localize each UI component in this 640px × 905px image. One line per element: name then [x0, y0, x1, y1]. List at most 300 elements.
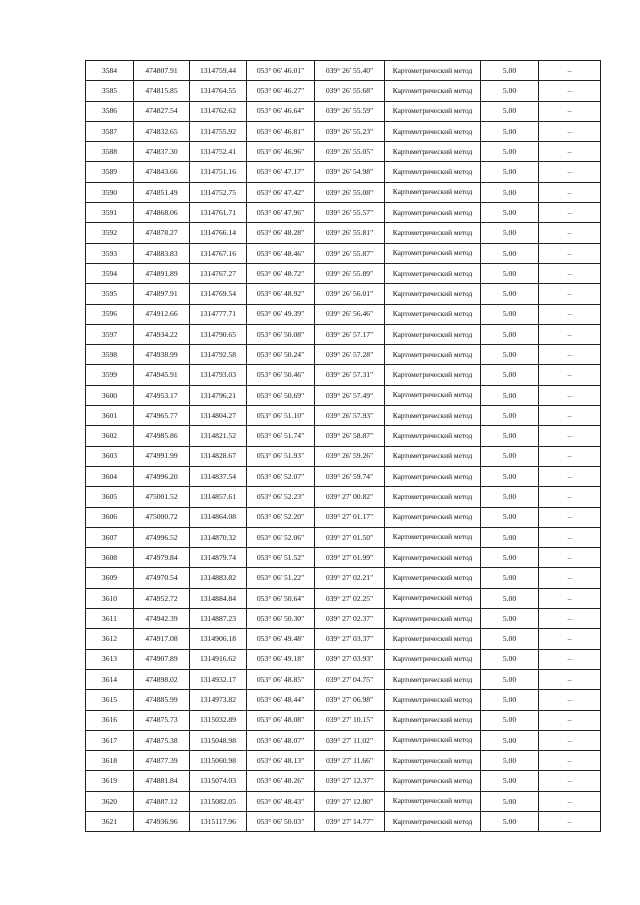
x-coordinate-cell: 474996.20 — [134, 466, 190, 486]
accuracy-cell: 5.00 — [481, 182, 539, 202]
accuracy-cell: 5.00 — [481, 426, 539, 446]
longitude-cell: 039° 26' 55.59" — [315, 101, 385, 121]
point-number-cell: 3611 — [86, 609, 134, 629]
latitude-cell: 053° 06' 51.74" — [247, 426, 315, 446]
method-cell: Картометрический метод — [385, 588, 481, 608]
table-row — [86, 365, 601, 385]
table-row — [86, 609, 601, 629]
table-row — [86, 263, 601, 283]
note-cell: – — [539, 669, 601, 689]
table-row — [86, 142, 601, 162]
longitude-cell: 039° 26' 59.74" — [315, 466, 385, 486]
method-cell: Картометрический метод — [385, 649, 481, 669]
note-cell: – — [539, 142, 601, 162]
y-coordinate-cell: 1314751.16 — [190, 162, 247, 182]
table-row — [86, 81, 601, 101]
y-coordinate-cell: 1315048.98 — [190, 730, 247, 750]
accuracy-cell: 5.00 — [481, 223, 539, 243]
y-coordinate-cell: 1314828.67 — [190, 446, 247, 466]
latitude-cell: 053° 06' 46.81" — [247, 121, 315, 141]
latitude-cell: 053° 06' 48.44" — [247, 690, 315, 710]
note-cell: – — [539, 304, 601, 324]
latitude-cell: 053° 06' 48.13" — [247, 751, 315, 771]
longitude-cell: 039° 27' 06.98" — [315, 690, 385, 710]
method-cell: Картометрический метод — [385, 406, 481, 426]
coordinates-table-body — [86, 61, 601, 832]
method-cell: Картометрический метод — [385, 284, 481, 304]
table-row — [86, 385, 601, 405]
y-coordinate-cell: 1314777.71 — [190, 304, 247, 324]
y-coordinate-cell: 1314870.32 — [190, 527, 247, 547]
y-coordinate-cell: 1314932.17 — [190, 669, 247, 689]
x-coordinate-cell: 474938.99 — [134, 345, 190, 365]
accuracy-cell: 5.00 — [481, 629, 539, 649]
point-number-cell: 3588 — [86, 142, 134, 162]
accuracy-cell: 5.00 — [481, 385, 539, 405]
method-cell: Картометрический метод — [385, 527, 481, 547]
method-cell: Картометрический метод — [385, 203, 481, 223]
point-number-cell: 3614 — [86, 669, 134, 689]
point-number-cell: 3605 — [86, 487, 134, 507]
longitude-cell: 039° 26' 57.17" — [315, 324, 385, 344]
accuracy-cell: 5.00 — [481, 61, 539, 81]
x-coordinate-cell: 474917.08 — [134, 629, 190, 649]
accuracy-cell: 5.00 — [481, 487, 539, 507]
y-coordinate-cell: 1314793.03 — [190, 365, 247, 385]
method-cell: Картометрический метод — [385, 548, 481, 568]
x-coordinate-cell: 474875.73 — [134, 710, 190, 730]
x-coordinate-cell: 474965.77 — [134, 406, 190, 426]
method-cell: Картометрический метод — [385, 121, 481, 141]
table-row — [86, 406, 601, 426]
x-coordinate-cell: 474934.22 — [134, 324, 190, 344]
accuracy-cell: 5.00 — [481, 142, 539, 162]
method-cell: Картометрический метод — [385, 730, 481, 750]
latitude-cell: 053° 06' 49.39" — [247, 304, 315, 324]
latitude-cell: 053° 06' 50.30" — [247, 609, 315, 629]
point-number-cell: 3616 — [86, 710, 134, 730]
x-coordinate-cell: 474936.96 — [134, 811, 190, 831]
method-cell: Картометрический метод — [385, 426, 481, 446]
table-row — [86, 690, 601, 710]
latitude-cell: 053° 06' 52.20" — [247, 507, 315, 527]
point-number-cell: 3607 — [86, 527, 134, 547]
note-cell: – — [539, 203, 601, 223]
method-cell: Картометрический метод — [385, 263, 481, 283]
longitude-cell: 039° 27' 02.37" — [315, 609, 385, 629]
latitude-cell: 053° 06' 48.85" — [247, 669, 315, 689]
method-cell: Картометрический метод — [385, 61, 481, 81]
method-cell: Картометрический метод — [385, 710, 481, 730]
x-coordinate-cell: 474897.91 — [134, 284, 190, 304]
accuracy-cell: 5.00 — [481, 446, 539, 466]
note-cell: – — [539, 507, 601, 527]
note-cell: – — [539, 690, 601, 710]
x-coordinate-cell: 474851.49 — [134, 182, 190, 202]
latitude-cell: 053° 06' 48.72" — [247, 263, 315, 283]
latitude-cell: 053° 06' 48.08" — [247, 710, 315, 730]
longitude-cell: 039° 26' 55.05" — [315, 142, 385, 162]
longitude-cell: 039° 27' 11.02" — [315, 730, 385, 750]
note-cell: – — [539, 385, 601, 405]
longitude-cell: 039° 26' 56.01" — [315, 284, 385, 304]
longitude-cell: 039° 27' 02.25" — [315, 588, 385, 608]
y-coordinate-cell: 1314762.62 — [190, 101, 247, 121]
note-cell: – — [539, 345, 601, 365]
y-coordinate-cell: 1314857.61 — [190, 487, 247, 507]
y-coordinate-cell: 1314804.27 — [190, 406, 247, 426]
x-coordinate-cell: 474832.65 — [134, 121, 190, 141]
note-cell: – — [539, 243, 601, 263]
point-number-cell: 3597 — [86, 324, 134, 344]
table-row — [86, 284, 601, 304]
accuracy-cell: 5.00 — [481, 324, 539, 344]
note-cell: – — [539, 446, 601, 466]
point-number-cell: 3620 — [86, 791, 134, 811]
x-coordinate-cell: 474881.84 — [134, 771, 190, 791]
point-number-cell: 3591 — [86, 203, 134, 223]
point-number-cell: 3592 — [86, 223, 134, 243]
point-number-cell: 3603 — [86, 446, 134, 466]
y-coordinate-cell: 1314752.75 — [190, 182, 247, 202]
y-coordinate-cell: 1314879.74 — [190, 548, 247, 568]
longitude-cell: 039° 26' 54.98" — [315, 162, 385, 182]
y-coordinate-cell: 1314790.65 — [190, 324, 247, 344]
accuracy-cell: 5.00 — [481, 690, 539, 710]
x-coordinate-cell: 474952.72 — [134, 588, 190, 608]
accuracy-cell: 5.00 — [481, 710, 539, 730]
point-number-cell: 3593 — [86, 243, 134, 263]
method-cell: Картометрический метод — [385, 609, 481, 629]
x-coordinate-cell: 474996.52 — [134, 527, 190, 547]
latitude-cell: 053° 06' 52.23" — [247, 487, 315, 507]
method-cell: Картометрический метод — [385, 669, 481, 689]
latitude-cell: 053° 06' 51.93" — [247, 446, 315, 466]
table-row — [86, 101, 601, 121]
y-coordinate-cell: 1314761.71 — [190, 203, 247, 223]
y-coordinate-cell: 1314767.16 — [190, 243, 247, 263]
point-number-cell: 3621 — [86, 811, 134, 831]
note-cell: – — [539, 61, 601, 81]
note-cell: – — [539, 466, 601, 486]
x-coordinate-cell: 474837.30 — [134, 142, 190, 162]
accuracy-cell: 5.00 — [481, 162, 539, 182]
note-cell: – — [539, 568, 601, 588]
longitude-cell: 039° 27' 03.37" — [315, 629, 385, 649]
table-row — [86, 751, 601, 771]
x-coordinate-cell: 474827.54 — [134, 101, 190, 121]
y-coordinate-cell: 1314916.62 — [190, 649, 247, 669]
point-number-cell: 3619 — [86, 771, 134, 791]
latitude-cell: 053° 06' 48.07" — [247, 730, 315, 750]
table-row — [86, 324, 601, 344]
longitude-cell: 039° 27' 03.93" — [315, 649, 385, 669]
table-row — [86, 426, 601, 446]
latitude-cell: 053° 06' 49.48" — [247, 629, 315, 649]
accuracy-cell: 5.00 — [481, 365, 539, 385]
note-cell: – — [539, 162, 601, 182]
latitude-cell: 053° 06' 46.27" — [247, 81, 315, 101]
table-row — [86, 466, 601, 486]
method-cell: Картометрический метод — [385, 101, 481, 121]
table-row — [86, 771, 601, 791]
accuracy-cell: 5.00 — [481, 548, 539, 568]
note-cell: – — [539, 406, 601, 426]
latitude-cell: 053° 06' 50.46" — [247, 365, 315, 385]
method-cell: Картометрический метод — [385, 507, 481, 527]
accuracy-cell: 5.00 — [481, 81, 539, 101]
point-number-cell: 3613 — [86, 649, 134, 669]
point-number-cell: 3594 — [86, 263, 134, 283]
longitude-cell: 039° 26' 55.57" — [315, 203, 385, 223]
longitude-cell: 039° 27' 11.66" — [315, 751, 385, 771]
method-cell: Картометрический метод — [385, 751, 481, 771]
longitude-cell: 039° 27' 12.80" — [315, 791, 385, 811]
accuracy-cell: 5.00 — [481, 568, 539, 588]
latitude-cell: 053° 06' 52.07" — [247, 466, 315, 486]
table-row — [86, 568, 601, 588]
accuracy-cell: 5.00 — [481, 203, 539, 223]
note-cell: – — [539, 223, 601, 243]
accuracy-cell: 5.00 — [481, 811, 539, 831]
x-coordinate-cell: 474877.39 — [134, 751, 190, 771]
method-cell: Картометрический метод — [385, 182, 481, 202]
latitude-cell: 053° 06' 49.18" — [247, 649, 315, 669]
method-cell: Картометрический метод — [385, 223, 481, 243]
accuracy-cell: 5.00 — [481, 243, 539, 263]
table-row — [86, 548, 601, 568]
point-number-cell: 3618 — [86, 751, 134, 771]
method-cell: Картометрический метод — [385, 365, 481, 385]
table-row — [86, 304, 601, 324]
table-row — [86, 588, 601, 608]
note-cell: – — [539, 426, 601, 446]
x-coordinate-cell: 474875.38 — [134, 730, 190, 750]
method-cell: Картометрический метод — [385, 568, 481, 588]
latitude-cell: 053° 06' 48.46" — [247, 243, 315, 263]
y-coordinate-cell: 1314973.82 — [190, 690, 247, 710]
note-cell: – — [539, 730, 601, 750]
longitude-cell: 039° 26' 57.49" — [315, 385, 385, 405]
point-number-cell: 3590 — [86, 182, 134, 202]
y-coordinate-cell: 1314759.44 — [190, 61, 247, 81]
longitude-cell: 039° 27' 14.77" — [315, 811, 385, 831]
latitude-cell: 053° 06' 51.52" — [247, 548, 315, 568]
note-cell: – — [539, 751, 601, 771]
x-coordinate-cell: 475001.52 — [134, 487, 190, 507]
note-cell: – — [539, 649, 601, 669]
table-row — [86, 527, 601, 547]
point-number-cell: 3598 — [86, 345, 134, 365]
x-coordinate-cell: 474991.99 — [134, 446, 190, 466]
note-cell: – — [539, 101, 601, 121]
y-coordinate-cell: 1314752.41 — [190, 142, 247, 162]
accuracy-cell: 5.00 — [481, 751, 539, 771]
latitude-cell: 053° 06' 52.06" — [247, 527, 315, 547]
latitude-cell: 053° 06' 48.92" — [247, 284, 315, 304]
x-coordinate-cell: 474887.12 — [134, 791, 190, 811]
note-cell: – — [539, 771, 601, 791]
longitude-cell: 039° 27' 01.50" — [315, 527, 385, 547]
point-number-cell: 3617 — [86, 730, 134, 750]
longitude-cell: 039° 27' 01.99" — [315, 548, 385, 568]
note-cell: – — [539, 609, 601, 629]
longitude-cell: 039° 27' 12.37" — [315, 771, 385, 791]
point-number-cell: 3602 — [86, 426, 134, 446]
accuracy-cell: 5.00 — [481, 669, 539, 689]
note-cell: – — [539, 548, 601, 568]
table-row — [86, 710, 601, 730]
note-cell: – — [539, 629, 601, 649]
y-coordinate-cell: 1315082.05 — [190, 791, 247, 811]
y-coordinate-cell: 1315117.96 — [190, 811, 247, 831]
method-cell: Картометрический метод — [385, 487, 481, 507]
point-number-cell: 3608 — [86, 548, 134, 568]
point-number-cell: 3600 — [86, 385, 134, 405]
point-number-cell: 3610 — [86, 588, 134, 608]
table-row — [86, 162, 601, 182]
longitude-cell: 039° 26' 58.87" — [315, 426, 385, 446]
point-number-cell: 3612 — [86, 629, 134, 649]
table-row — [86, 182, 601, 202]
longitude-cell: 039° 26' 57.28" — [315, 345, 385, 365]
x-coordinate-cell: 474898.02 — [134, 669, 190, 689]
point-number-cell: 3589 — [86, 162, 134, 182]
table-row — [86, 669, 601, 689]
table-row — [86, 730, 601, 750]
latitude-cell: 053° 06' 48.26" — [247, 771, 315, 791]
x-coordinate-cell: 475000.72 — [134, 507, 190, 527]
x-coordinate-cell: 474953.17 — [134, 385, 190, 405]
table-row — [86, 507, 601, 527]
table-row — [86, 446, 601, 466]
accuracy-cell: 5.00 — [481, 527, 539, 547]
method-cell: Картометрический метод — [385, 162, 481, 182]
accuracy-cell: 5.00 — [481, 466, 539, 486]
y-coordinate-cell: 1314767.27 — [190, 263, 247, 283]
latitude-cell: 053° 06' 47.17" — [247, 162, 315, 182]
table-row — [86, 61, 601, 81]
accuracy-cell: 5.00 — [481, 609, 539, 629]
point-number-cell: 3586 — [86, 101, 134, 121]
y-coordinate-cell: 1314906.18 — [190, 629, 247, 649]
note-cell: – — [539, 324, 601, 344]
longitude-cell: 039° 26' 55.89" — [315, 263, 385, 283]
y-coordinate-cell: 1314769.54 — [190, 284, 247, 304]
accuracy-cell: 5.00 — [481, 304, 539, 324]
note-cell: – — [539, 284, 601, 304]
point-number-cell: 3615 — [86, 690, 134, 710]
y-coordinate-cell: 1315032.89 — [190, 710, 247, 730]
latitude-cell: 053° 06' 48.43" — [247, 791, 315, 811]
table-row — [86, 345, 601, 365]
method-cell: Картометрический метод — [385, 791, 481, 811]
longitude-cell: 039° 27' 04.75" — [315, 669, 385, 689]
accuracy-cell: 5.00 — [481, 507, 539, 527]
y-coordinate-cell: 1314837.54 — [190, 466, 247, 486]
x-coordinate-cell: 474891.89 — [134, 263, 190, 283]
accuracy-cell: 5.00 — [481, 406, 539, 426]
method-cell: Картометрический метод — [385, 243, 481, 263]
latitude-cell: 053° 06' 46.96" — [247, 142, 315, 162]
x-coordinate-cell: 474912.66 — [134, 304, 190, 324]
point-number-cell: 3599 — [86, 365, 134, 385]
latitude-cell: 053° 06' 50.24" — [247, 345, 315, 365]
method-cell: Картометрический метод — [385, 446, 481, 466]
accuracy-cell: 5.00 — [481, 791, 539, 811]
x-coordinate-cell: 474878.27 — [134, 223, 190, 243]
latitude-cell: 053° 06' 47.96" — [247, 203, 315, 223]
table-row — [86, 243, 601, 263]
accuracy-cell: 5.00 — [481, 284, 539, 304]
note-cell: – — [539, 182, 601, 202]
note-cell: – — [539, 263, 601, 283]
longitude-cell: 039° 27' 02.21" — [315, 568, 385, 588]
longitude-cell: 039° 27' 01.17" — [315, 507, 385, 527]
y-coordinate-cell: 1314796.21 — [190, 385, 247, 405]
longitude-cell: 039° 27' 00.82" — [315, 487, 385, 507]
method-cell: Картометрический метод — [385, 629, 481, 649]
note-cell: – — [539, 487, 601, 507]
x-coordinate-cell: 474907.89 — [134, 649, 190, 669]
accuracy-cell: 5.00 — [481, 121, 539, 141]
method-cell: Картометрический метод — [385, 385, 481, 405]
point-number-cell: 3595 — [86, 284, 134, 304]
longitude-cell: 039° 26' 57.31" — [315, 365, 385, 385]
accuracy-cell: 5.00 — [481, 649, 539, 669]
x-coordinate-cell: 474843.66 — [134, 162, 190, 182]
y-coordinate-cell: 1314792.58 — [190, 345, 247, 365]
latitude-cell: 053° 06' 47.42" — [247, 182, 315, 202]
note-cell: – — [539, 81, 601, 101]
method-cell: Картометрический метод — [385, 304, 481, 324]
table-row — [86, 223, 601, 243]
point-number-cell: 3596 — [86, 304, 134, 324]
longitude-cell: 039° 26' 59.26" — [315, 446, 385, 466]
accuracy-cell: 5.00 — [481, 771, 539, 791]
x-coordinate-cell: 474945.91 — [134, 365, 190, 385]
longitude-cell: 039° 26' 56.46" — [315, 304, 385, 324]
point-number-cell: 3585 — [86, 81, 134, 101]
point-number-cell: 3584 — [86, 61, 134, 81]
accuracy-cell: 5.00 — [481, 730, 539, 750]
x-coordinate-cell: 474868.06 — [134, 203, 190, 223]
method-cell: Картометрический метод — [385, 142, 481, 162]
longitude-cell: 039° 26' 55.08" — [315, 182, 385, 202]
table-row — [86, 649, 601, 669]
table-row — [86, 629, 601, 649]
latitude-cell: 053° 06' 50.69" — [247, 385, 315, 405]
note-cell: – — [539, 710, 601, 730]
method-cell: Картометрический метод — [385, 690, 481, 710]
method-cell: Картометрический метод — [385, 811, 481, 831]
method-cell: Картометрический метод — [385, 466, 481, 486]
x-coordinate-cell: 474979.84 — [134, 548, 190, 568]
y-coordinate-cell: 1314884.84 — [190, 588, 247, 608]
y-coordinate-cell: 1315060.98 — [190, 751, 247, 771]
y-coordinate-cell: 1314887.23 — [190, 609, 247, 629]
x-coordinate-cell: 474885.99 — [134, 690, 190, 710]
note-cell: – — [539, 365, 601, 385]
longitude-cell: 039° 26' 55.87" — [315, 243, 385, 263]
coordinates-table — [85, 60, 601, 832]
note-cell: – — [539, 527, 601, 547]
y-coordinate-cell: 1314766.14 — [190, 223, 247, 243]
y-coordinate-cell: 1314821.52 — [190, 426, 247, 446]
longitude-cell: 039° 26' 55.23" — [315, 121, 385, 141]
method-cell: Картометрический метод — [385, 81, 481, 101]
longitude-cell: 039° 26' 55.68" — [315, 81, 385, 101]
